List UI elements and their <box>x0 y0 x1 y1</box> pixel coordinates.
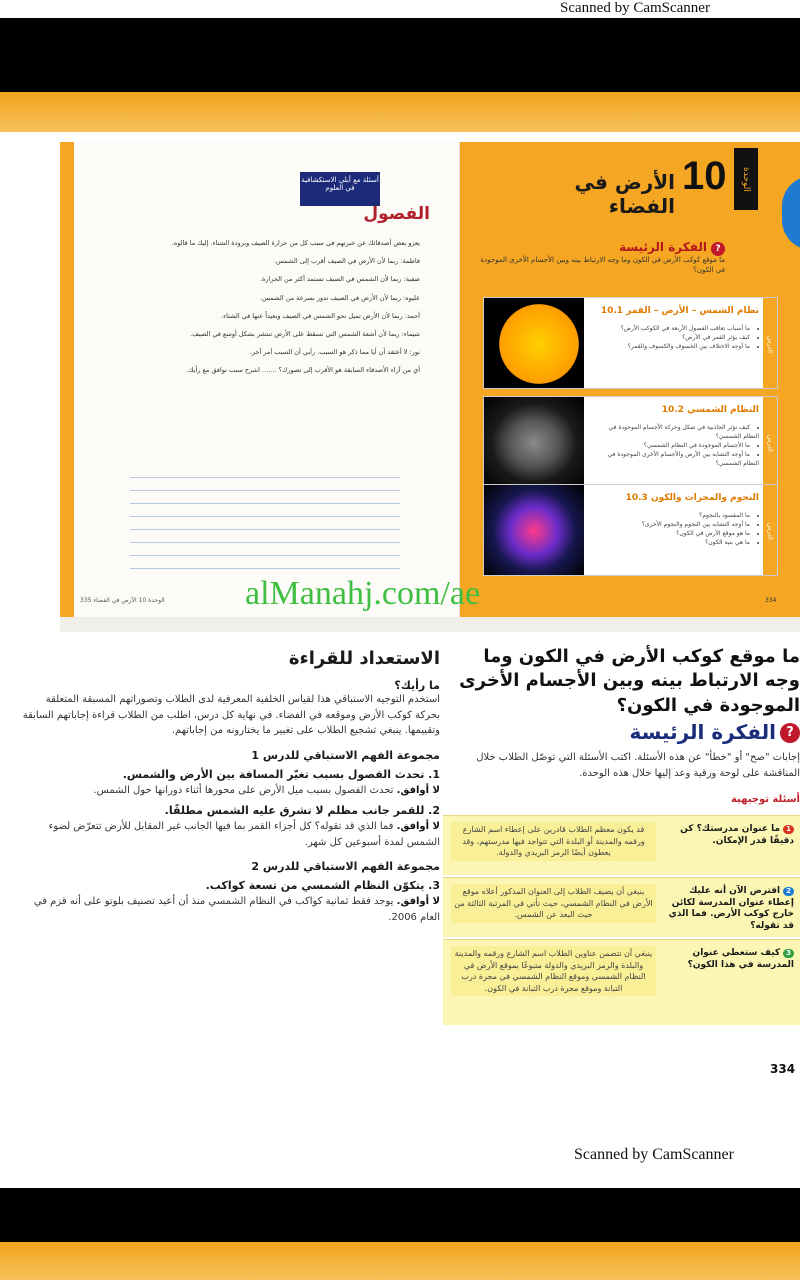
seasons-line: عليوه: ربما لأن الأرض في الصيف تدور بسرعة من الشمس. <box>259 293 420 302</box>
solar-eclipse-image <box>484 298 584 389</box>
question-tag: 3 <box>783 949 794 958</box>
lesson-card-2[interactable] <box>483 396 778 488</box>
guiding-question: 1ما عنوان مدرستك؟ كن دقيقًا قدر الإمكان. <box>680 824 794 846</box>
big-idea-text: ما موقع كوكب الأرض في الكون وما وجه الارتباط بينه وبين الأجسام الأخرى الموجودة في الكون؟ <box>480 256 725 274</box>
top-orange-bar <box>0 92 800 132</box>
question-tag: 2 <box>783 887 794 896</box>
group-1-heading: مجموعة الفهم الاستباقي للدرس 1 <box>251 748 440 762</box>
group-2-heading: مجموعة الفهم الاستباقي للدرس 2 <box>251 860 440 873</box>
guide-left-column <box>20 648 440 925</box>
lesson-card-3[interactable] <box>483 484 778 576</box>
right-page-number: 334 <box>765 597 777 604</box>
top-black-bar <box>0 18 800 92</box>
lesson-point: • ما أوجه التشابه بين النجوم والنجوم الأخرى؟ <box>594 520 759 529</box>
bottom-scanner-caption: Scanned by CamScanner <box>574 1146 734 1163</box>
lesson-point: • ما المقصود بالنجوم؟ <box>594 511 759 520</box>
seasons-line: أحمد: ربما لأن الأرض تميل نحو الشمس في الصيف وبعيداً عنها في الشتاء. <box>221 311 420 320</box>
lesson-point: • ما هي بنية الكون؟ <box>594 538 759 547</box>
bottom-black-bar <box>0 1188 800 1242</box>
big-idea-title: الفكرة الرئيسة <box>619 240 707 254</box>
lesson-point: • ما هو موقع الأرض في الكون؟ <box>594 529 759 538</box>
seasons-text <box>120 234 420 380</box>
guiding-question: 2افترض الآن أنه عليك إعطاء عنوان المدرسة لكائن خارج كوكب الأرض. فما الذي قد تقوله؟ <box>668 886 794 932</box>
lesson-point: • ما الأجسام الموجودة في النظام الشمسي؟ <box>594 441 759 450</box>
guide-page-number: 334 <box>770 1062 796 1076</box>
seasons-line: صفية: ربما لأن الشمس في الصيف تستمد أكثر من الحرارة. <box>259 275 420 284</box>
seasons-line: يعزو بعض أصدقائك عن خبرتهم في سبب كل من حرارة الصيف وبرودة الشتاء. إليك ما قالوه. <box>171 239 420 247</box>
lightbulb-icon: ? <box>780 723 800 743</box>
guiding-answer: ينبغي أن تتضمن عناوين الطلاب اسم الشارع ورقمه والمدينة والبلدة والرمز البريدي والدولة متبوعًا بموقع الأرض في النظام الشمسي وموقع النظام الشمسي في مجرة درب التبانة وموقع مجرة درب التبانة في الكون. <box>451 946 656 996</box>
unit-tab: الوحدة <box>734 148 758 210</box>
lesson-name: النظام الشمسي 10.2 <box>661 405 759 415</box>
seasons-title: الفصول <box>363 204 430 224</box>
guiding-answer: قد يكون معظم الطلاب قادرين على إعطاء اسم الشارع ورقمه والمدينة أو البلدة التي تتواجد فيها مدرستهم، وقد يعطون أيضًا الرمز البريدي والدولة. <box>451 822 656 861</box>
guide-right-column <box>450 645 800 805</box>
lesson-tag: الدرس <box>763 485 777 576</box>
lesson-tag: الدرس <box>763 298 777 389</box>
guiding-questions-label: أسئلة توجيهية <box>730 793 800 805</box>
book-big-idea <box>475 240 725 276</box>
seasons-line: نور: لا أعتقد أن أيا مما ذكر هو السبب. رأيي أن السبب أمر آخر. <box>249 348 420 357</box>
answer-3: لا أوافق. يوجد فقط ثمانية كواكب في النظام الشمسي منذ أن أعيد تصنيف بلوتو على أنه قزم في العام 2006. <box>33 896 440 923</box>
unit-title: الأرض في الفضاء <box>574 170 675 218</box>
guiding-question-row-2 <box>443 877 800 937</box>
lightbulb-icon: ? <box>711 242 725 256</box>
answer-1: لا أوافق. تحدث الفصول بسبب ميل الأرض على محورها أثناء دورانها حول الشمس. <box>93 784 440 796</box>
unit-question-heading: ما موقع كوكب الأرض في الكون وما وجه الارتباط بينه وبين الأجسام الأخرى الموجودة في الكون؟ <box>459 646 800 716</box>
top-scanner-caption: Scanned by CamScanner <box>560 0 710 16</box>
lesson-tag: الدرس <box>763 397 777 488</box>
explore-badge: أسئلة مع أبلي الاستكشافية في العلوم <box>300 172 380 206</box>
big-idea-heading: ?الفكرة الرئيسة <box>450 720 800 744</box>
statement-3: 3. يتكوّن النظام الشمسي من تسعة كواكب. <box>205 879 440 892</box>
question-tag: 1 <box>783 825 794 834</box>
intro-text: إجابات "صح" أو "خطأ" عن هذه الأسئلة. اكتب الأسئلة التي توصّل الطلاب خلال المناقشة على لوحة ورقية وعد إليها خلال هذه الوحدة. <box>476 751 800 779</box>
left-page-footer: الوحدة 10 الأرض في الفضاء 335 <box>80 597 165 604</box>
lesson-point: • كيف يؤثر القمر في الأرض؟ <box>594 333 759 342</box>
lesson-card-1[interactable] <box>483 297 778 389</box>
guiding-question: 3كيف ستعطي عنوان المدرسة في هذا الكون؟ <box>687 948 794 970</box>
site-watermark: alManahj.com/ae <box>245 575 481 612</box>
lesson-point: • كيف تؤثر الجاذبية في شكل وحركة الأجسام الموجودة في النظام الشمسي؟ <box>594 423 759 441</box>
seasons-line: أي من آراء الأصدقاء السابقة هو الأقرب إلى تصورك؟ ....... اشرح سبب توافق مع رأيك. <box>186 366 420 375</box>
lesson-point: • ما أسباب تعاقب الفصول الأربعة في الكوكب الأرض؟ <box>594 324 759 333</box>
scanned-book-spread <box>60 142 800 632</box>
ready-to-read-title: الاستعداد للقراءة <box>288 648 440 669</box>
left-page-orange-strip <box>60 142 74 617</box>
what-think-heading: ما رأيك؟ <box>394 679 440 692</box>
answer-lines <box>130 477 400 581</box>
seasons-line: شيماء: ربما لأن أشعة الشمس التي تسقط على الأرض تنتشر بشكل أوسع في الصيف. <box>190 329 420 338</box>
left-book-page <box>60 142 460 617</box>
guiding-question-row-1 <box>443 815 800 875</box>
ready-paragraph: استخدم التوجيه الاستباقي هذا لقياس الخلفية المعرفية لدى الطلاب وتصوراتهم المسبقة المتعلقة بحركة كوكب الأرض وموقعه في الفضاء. في نهاية كل درس، اطلب من الطلاب قراءة إجاباتهم السابقة وتقييمها. ينبغي تشجيع الطلاب على تغيير ما يختارونه من إجاباتهم. <box>22 694 440 736</box>
lesson-name: نظام الشمس – الأرض – القمر 10.1 <box>600 306 759 316</box>
guiding-answer: ينبغي أن يضيف الطلاب إلى العنوان المذكور أعلاه موقع الأرض في النظام الشمسي، حيث تأتي في المرتبة الثالثة من حيث البعد عن الشمس. <box>451 884 656 923</box>
guiding-question-row-3 <box>443 939 800 1025</box>
nebula-image <box>484 485 584 576</box>
statement-2: 2. للقمر جانب مظلم لا تشرق عليه الشمس مطلقًا. <box>164 804 440 817</box>
bottom-orange-bar <box>0 1242 800 1280</box>
lesson-point: • ما أوجه الاختلاف بين الخسوف والكسوف والقمر؟ <box>594 342 759 351</box>
answer-2: لا أوافق. فما الذي قد تقوله؟ كل أجزاء القمر بما فيها الجانب غير المقابل للأرض تتعرّض لضوء الشمس لمدة أسبوعين كل شهر. <box>48 821 440 848</box>
lesson-name: النجوم والمجرات والكون 10.3 <box>625 493 759 503</box>
unit-number: 10 <box>682 154 727 198</box>
lesson-point: • ما أوجه التشابه بين الأرض والأجسام الأخرى الموجودة في النظام الشمسي؟ <box>594 450 759 468</box>
asteroid-image <box>484 397 584 488</box>
seasons-line: فاطمة: ربما لأن الأرض في الصيف أقرب إلى الشمس. <box>273 257 420 266</box>
statement-1: 1. تحدث الفصول بسبب تغيّر المسافة بين الأرض والشمس. <box>122 767 440 781</box>
